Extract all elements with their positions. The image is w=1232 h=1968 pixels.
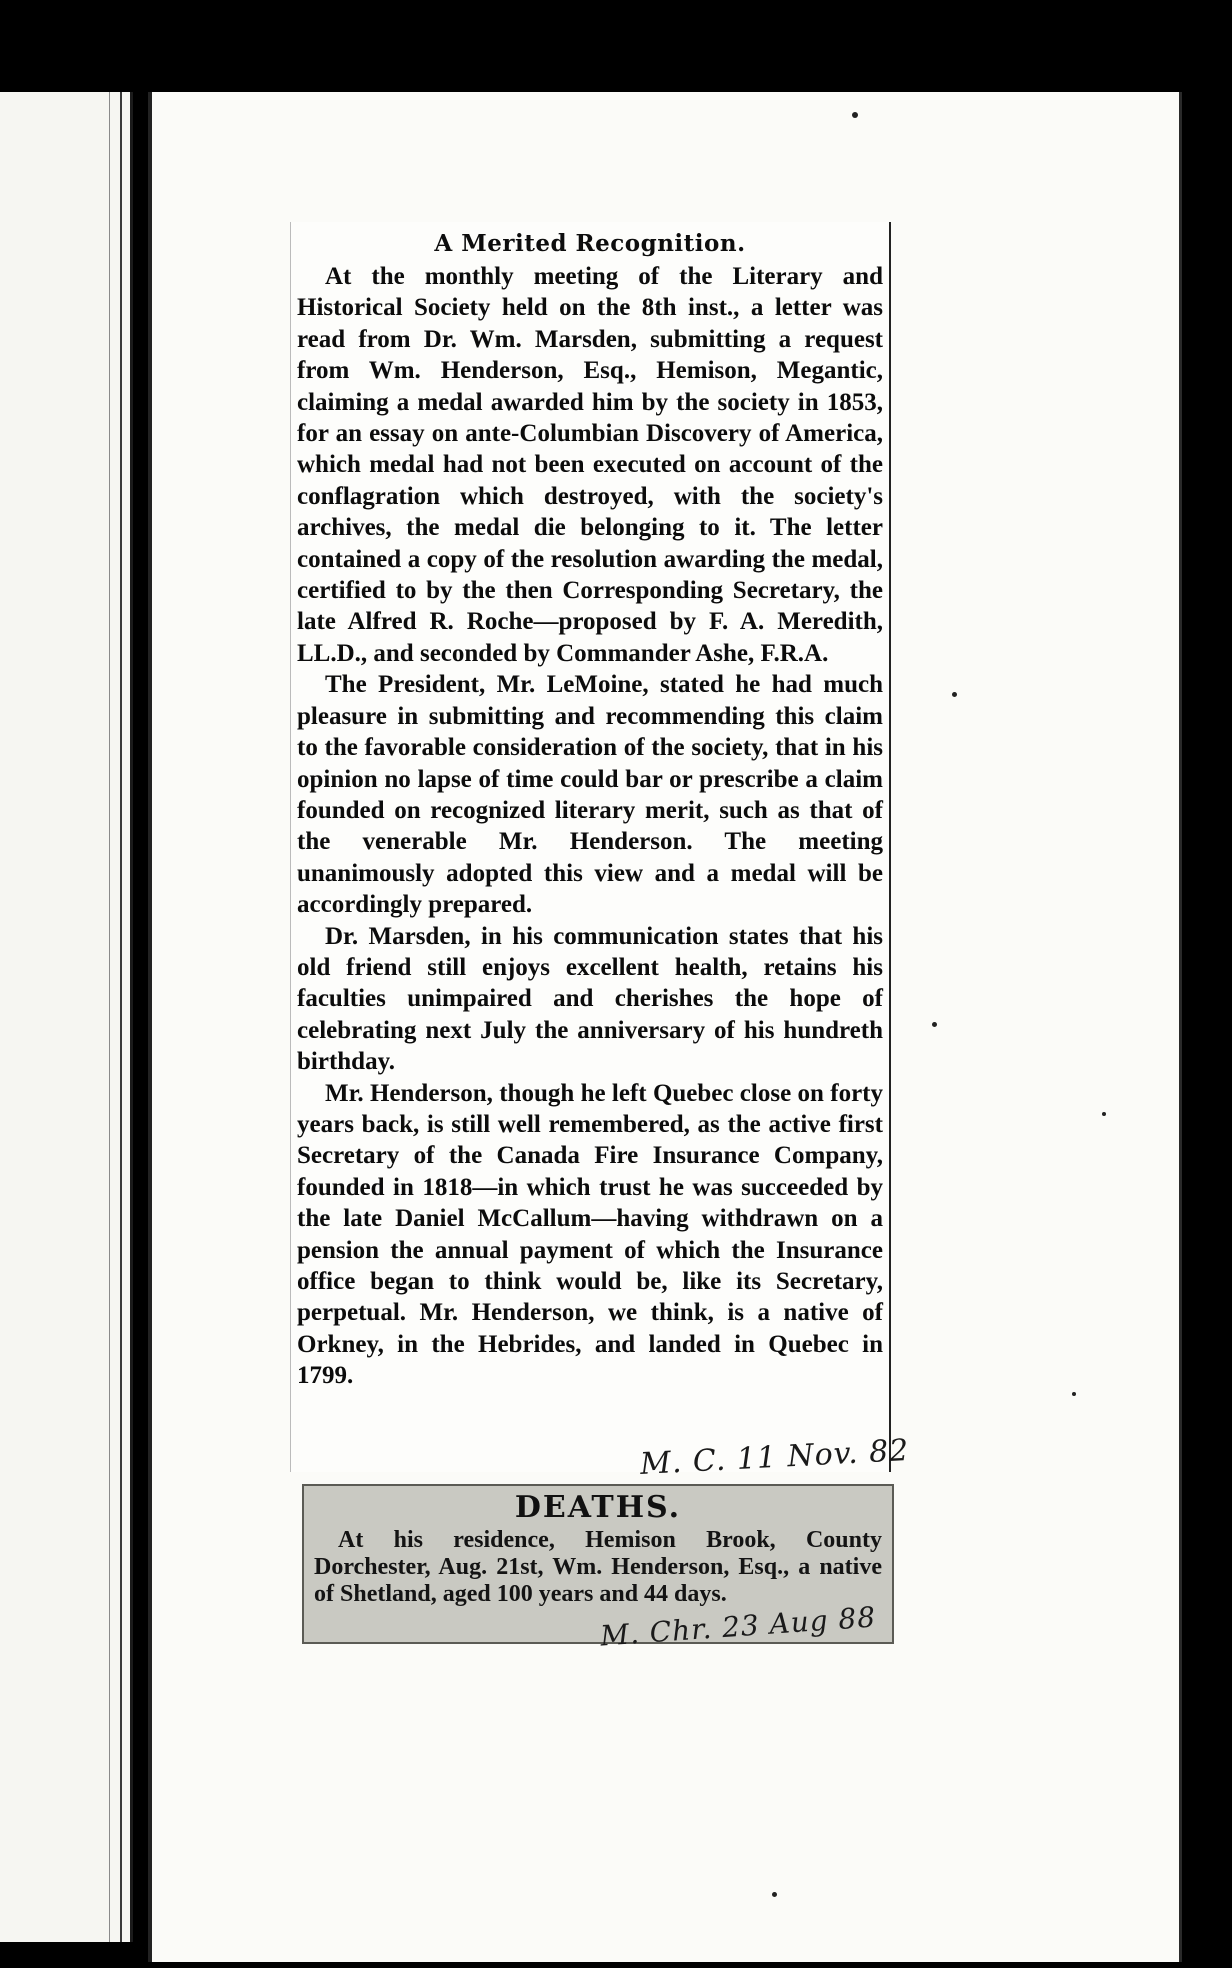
article-title: A Merited Recognition. <box>434 230 746 257</box>
article-paragraph: Mr. Henderson, though he left Quebec close on forty years back, is still well remembered, as the active first Secretary of the Canada Fire Insurance Company, founded in 1818—in which trust he was succeeded by the late Daniel McCallum—having withdrawn on a pension the annual payment of which the Insurance office began to think would be, like its Secretary, perpetual. Mr. Henderson, we think, is a native of Orkney, in the Hebrides, and landed in Quebec in 1799. <box>297 1079 883 1390</box>
handwritten-date-annotation: M. C. 11 Nov. 82 <box>639 1432 911 1483</box>
deaths-heading: DEATHS. <box>514 1490 682 1525</box>
ink-speck <box>952 692 957 697</box>
article-body <box>297 261 883 1392</box>
ink-speck <box>1102 1112 1106 1116</box>
ink-speck <box>1072 1392 1076 1396</box>
ink-speck <box>932 1022 937 1027</box>
page-edge-line <box>120 92 122 1942</box>
handwritten-note-annotation: M. Chr. 23 Aug 88 <box>599 1600 878 1653</box>
ink-speck <box>852 112 858 118</box>
newspaper-clipping-article <box>290 222 891 1472</box>
left-page-edge <box>0 92 133 1942</box>
page-edge-line <box>109 92 110 1942</box>
article-paragraph: Dr. Marsden, in his communication states that his old friend still enjoys excellent health, retains his faculties unimpaired and cherishes the hope of celebrating next July the anniversary of his hundreth birthday. <box>297 922 883 1076</box>
death-notice: At his residence, Hemison Brook, County Dorchester, Aug. 21st, Wm. Henderson, Esq., a native of Shetland, aged 100 years and 44 days. <box>314 1527 882 1607</box>
ink-speck <box>772 1892 777 1897</box>
article-paragraph: At the monthly meeting of the Literary and Historical Society held on the 8th inst., a letter was read from Dr. Wm. Marsden, submitting a request from Wm. Henderson, Esq., Hemison, Megantic, claiming a medal awarded him by the society in 1853, for an essay on ante-Columbian Discovery of America, which medal had not been executed on account of the conflagration which destroyed, with the society's archives, the medal die belonging to it. The letter contained a copy of the resolution awarding the medal, certified to by the then Corresponding Secretary, the late Alfred R. Roche—proposed by F. A. Meredith, LL.D., and seconded by Commander Ashe, F.R.A. <box>297 263 883 667</box>
article-paragraph: The President, Mr. LeMoine, stated he had much pleasure in submitting and recommending this claim to the favorable consideration of the society, that in his opinion no lapse of time could bar or prescribe a claim founded on recognized literary merit, such as that of the venerable Mr. Henderson. The meeting unanimously adopted this view and a medal will be accordingly prepared. <box>297 671 883 919</box>
